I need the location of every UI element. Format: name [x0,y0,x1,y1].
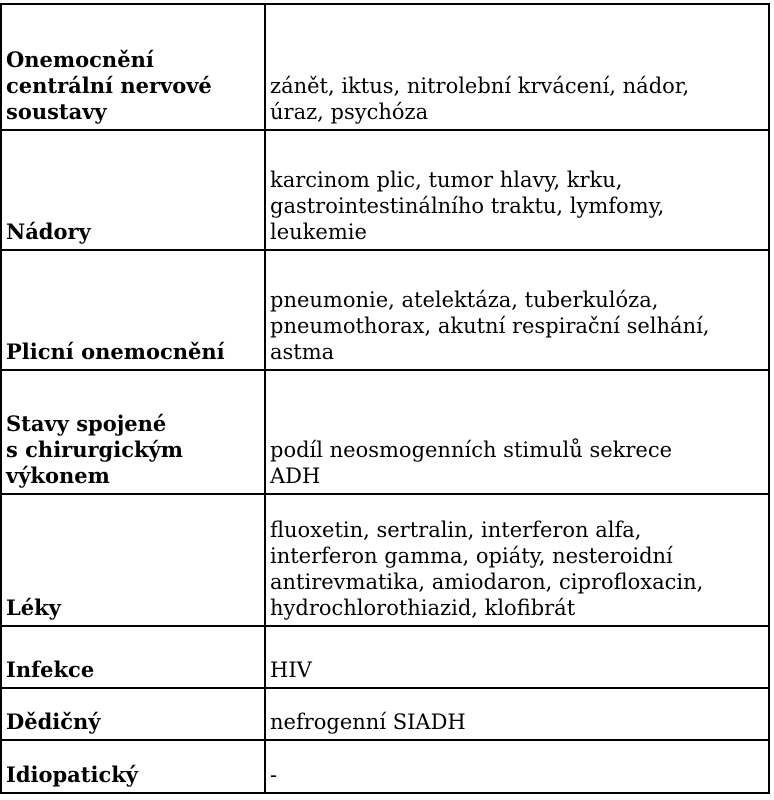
category-cell [1,4,265,130]
category-cell [1,494,265,626]
causes-line: úraz, psychóza [270,100,429,124]
causes-line: interferon gamma, opiáty, nesteroidní [270,544,673,568]
causes-cell [265,4,769,130]
category-line: centrální nervové [6,73,212,98]
category-line: Nádory [6,219,91,244]
causes-line: gastrointestinálního traktu, lymfomy, [270,194,665,218]
causes-line: nefrogenní SIADH [270,710,466,734]
category-line: Idiopatický [6,762,138,787]
table-row [1,626,769,688]
causes-cell [265,688,769,740]
table-row [1,370,769,494]
table-row [1,250,769,370]
table-row [1,4,769,130]
category-cell [1,130,265,250]
category-cell [1,626,265,688]
causes-line: ADH [270,464,321,488]
causes-line: astma [270,340,335,364]
causes-line: HIV [270,658,312,682]
category-cell [1,250,265,370]
table-row [1,740,769,793]
causes-cell [265,250,769,370]
causes-line: hydrochlorothiazid, klofibrát [270,596,576,620]
causes-line: karcinom plic, tumor hlavy, krku, [270,168,623,192]
causes-cell [265,370,769,494]
causes-line: pneumonie, atelektáza, tuberkulóza, [270,288,659,312]
table-row [1,494,769,626]
category-line: výkonem [6,463,110,488]
category-line: s chirurgickým [6,437,183,462]
causes-table [0,3,770,794]
category-cell [1,370,265,494]
causes-line: antirevmatika, amiodaron, ciprofloxacin, [270,570,704,594]
causes-cell [265,740,769,793]
causes-cell [265,626,769,688]
causes-cell [265,494,769,626]
category-cell [1,688,265,740]
causes-line: podíl neosmogenních stimulů sekrece [270,438,673,462]
causes-line: fluoxetin, sertralin, interferon alfa, [270,518,642,542]
causes-line: leukemie [270,220,367,244]
category-line: Léky [6,595,61,620]
category-line: Dědičný [6,709,101,734]
category-cell [1,740,265,793]
causes-line: pneumothorax, akutní respirační selhání, [270,314,710,338]
category-line: Onemocnění [6,47,154,72]
causes-line: - [270,763,278,787]
category-line: Stavy spojené [6,411,167,436]
category-line: Infekce [6,657,95,682]
category-line: soustavy [6,99,107,124]
causes-line: zánět, iktus, nitrolební krvácení, nádor, [270,74,690,98]
causes-cell [265,130,769,250]
table-row [1,688,769,740]
table-row [1,130,769,250]
category-line: Plicní onemocnění [6,339,225,364]
